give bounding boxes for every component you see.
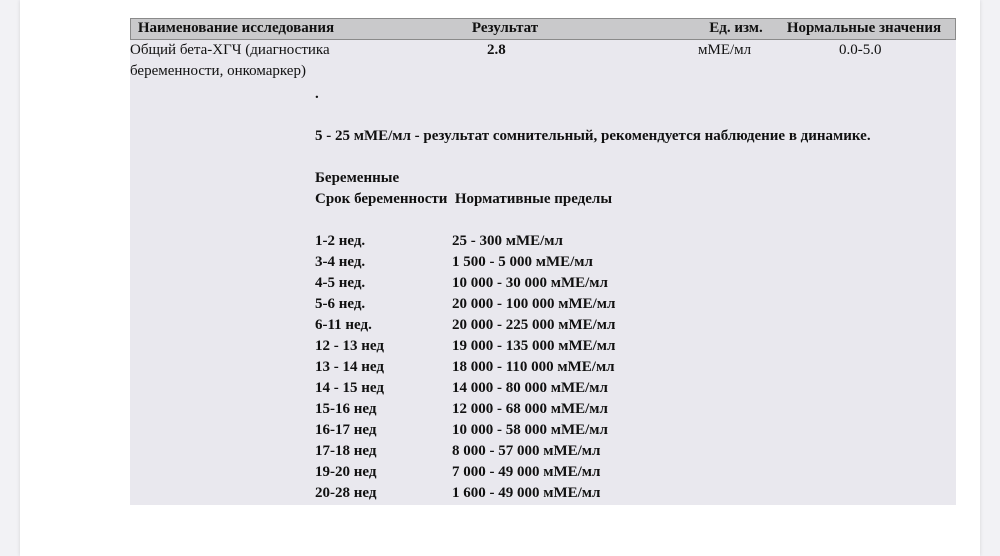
range-value: 25 - 300 мМЕ/мл [452, 233, 563, 249]
range-value: 8 000 - 57 000 мМЕ/мл [452, 443, 601, 459]
range-term: 3-4 нед. [315, 254, 366, 270]
document-page [20, 0, 980, 556]
range-value: 10 000 - 30 000 мМЕ/мл [452, 275, 608, 291]
range-term: 14 - 15 нед [315, 380, 384, 396]
table-header [130, 18, 956, 40]
range-term: 6-11 нед. [315, 317, 372, 333]
doubtful-note: 5 - 25 мМЕ/мл - результат сомнительный, рекомендуется наблюдение в динамике. [315, 128, 871, 144]
range-value: 10 000 - 58 000 мМЕ/мл [452, 422, 608, 438]
range-value: 18 000 - 110 000 мМЕ/мл [452, 359, 615, 375]
range-value: 19 000 - 135 000 мМЕ/мл [452, 338, 616, 354]
range-term: 4-5 нед. [315, 275, 366, 291]
range-term: 20-28 нед [315, 485, 377, 501]
header-norm: Нормальные значения [786, 20, 942, 36]
range-value: 1 600 - 49 000 мМЕ/мл [452, 485, 601, 501]
pregnant-title: Беременные [315, 170, 400, 186]
range-value: 7 000 - 49 000 мМЕ/мл [452, 464, 601, 480]
range-value: 20 000 - 100 000 мМЕ/мл [452, 296, 616, 312]
range-term: 12 - 13 нед [315, 338, 384, 354]
range-term: 15-16 нед [315, 401, 377, 417]
header-unit: Ед. изм. [709, 20, 763, 36]
range-value: 20 000 - 225 000 мМЕ/мл [452, 317, 616, 333]
range-term: 5-6 нед. [315, 296, 366, 312]
results-table [130, 18, 956, 505]
range-term: 13 - 14 нед [315, 359, 384, 375]
test-norm: 0.0-5.0 [839, 42, 882, 58]
range-value: 1 500 - 5 000 мМЕ/мл [452, 254, 593, 270]
test-name-line2: беременности, онкомаркер) [130, 63, 306, 79]
comment-dot: . [315, 86, 319, 102]
test-unit: мМЕ/мл [698, 42, 752, 58]
range-term: 1-2 нед. [315, 233, 366, 249]
test-result: 2.8 [487, 42, 506, 58]
range-term: 17-18 нед [315, 443, 377, 459]
header-test-name: Наименование исследования [137, 20, 335, 36]
ranges-header: Срок беременности Нормативные пределы [315, 191, 613, 207]
header-result: Результат [471, 20, 539, 36]
range-term: 19-20 нед [315, 464, 377, 480]
range-term: 16-17 нед [315, 422, 377, 438]
test-name-line1: Общий бета-ХГЧ (диагностика [130, 42, 330, 58]
range-value: 12 000 - 68 000 мМЕ/мл [452, 401, 608, 417]
range-value: 14 000 - 80 000 мМЕ/мл [452, 380, 608, 396]
